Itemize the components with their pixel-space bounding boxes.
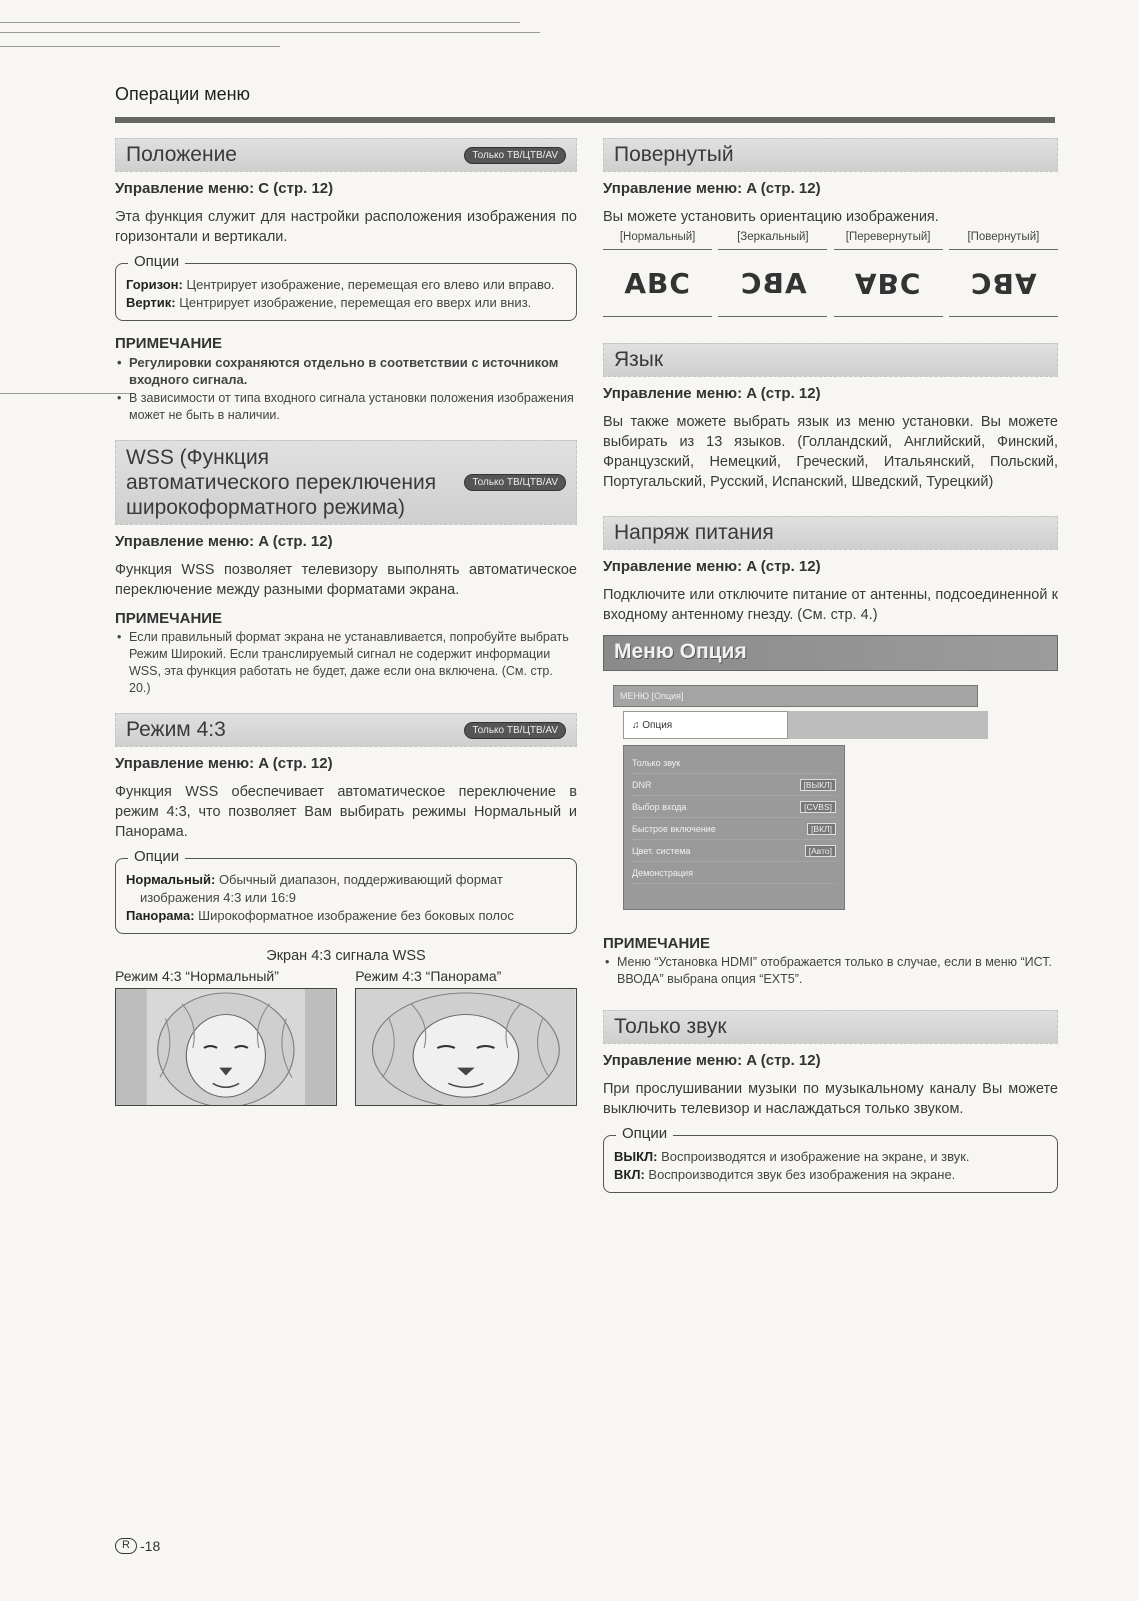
options-box <box>115 848 577 934</box>
orientation-examples <box>603 231 1058 317</box>
options-box <box>115 253 577 321</box>
osd-row: Выбор входа [CVBS] <box>632 796 836 818</box>
section-header-tolko-zvuk <box>603 1010 1058 1044</box>
option-item: Панорама: Широкоформатное изображение без боковых полос <box>126 908 514 923</box>
orientation-label: [Перевернутый] <box>845 231 931 243</box>
section-header-povernutyi <box>603 138 1058 172</box>
section-text: Подключите или отключите питание от антенны, подсоединенной к входному антенному гнезду. (См. стр. 4.) <box>603 587 1058 623</box>
orientation-glyph: ABC <box>624 266 691 300</box>
source-badge: Только ТВ/ЦТВ/AV <box>464 147 566 164</box>
section-header-yazyk <box>603 343 1058 377</box>
option-item: Нормальный: Обычный диапазон, поддерживающий формат изображения 4:3 или 16:9 <box>126 872 503 905</box>
section-header-napryazh <box>603 516 1058 550</box>
orientation-normal <box>603 231 712 317</box>
image-caption: Режим 4:3 “Нормальный” <box>115 968 279 984</box>
orientation-glyph: ABC <box>739 266 807 300</box>
section-header-wss <box>115 440 577 525</box>
orientation-label: [Нормальный] <box>619 231 696 243</box>
osd-selected-bar <box>788 711 988 739</box>
section-title: Язык <box>614 348 664 371</box>
lion-image-normal <box>115 988 337 1106</box>
osd-row: Быстрое включение [ВКЛ] <box>632 818 836 840</box>
menu-control-ref: Управление меню: A (стр. 12) <box>603 558 821 575</box>
osd-menu-screenshot <box>613 685 1058 935</box>
section-title: Напряж питания <box>614 521 774 544</box>
options-label: Опции <box>128 253 185 270</box>
source-badge: Только ТВ/ЦТВ/AV <box>464 722 566 739</box>
menu-control-ref: Управление меню: A (стр. 12) <box>115 533 333 550</box>
menu-control-ref: Управление меню: A (стр. 12) <box>603 385 821 402</box>
section-text: Функция WSS обеспечивает автоматическое переключение в режим 4:3, что позволяет Вам выбирать режимы Нормальный и Панорама. <box>115 784 577 840</box>
options-box <box>603 1125 1058 1193</box>
section-title: Повернутый <box>614 143 734 166</box>
section-title: Режим 4:3 <box>126 718 226 741</box>
options-label: Опции <box>616 1125 673 1142</box>
note-title: ПРИМЕЧАНИЕ <box>115 335 223 352</box>
osd-options-list <box>623 745 845 910</box>
note-item: • Если правильный формат экрана не устанавливается, попробуйте выбрать Режим Широкий. Если транслируемый сигнал не содержит информации WSS, эта функция работать не будет, даже если она включена. (См. стр. 20.) <box>115 629 577 697</box>
note-item: • Регулировки сохраняются отдельно в соответствии с источником входного сигнала. <box>115 354 577 388</box>
menu-control-ref: Управление меню: C (стр. 12) <box>115 180 334 197</box>
section-title: Положение <box>126 143 237 166</box>
section-header-polozhenie <box>115 138 577 172</box>
figure-caption: Экран 4:3 сигнала WSS <box>266 948 426 964</box>
menu-option-banner <box>603 635 1058 671</box>
banner-title: Меню Опция <box>614 640 747 663</box>
section-text: Эта функция служит для настройки расположения изображения по горизонтали и вертикали. <box>115 209 577 245</box>
section-header-mode43 <box>115 713 577 747</box>
orientation-glyph: ABC <box>970 266 1037 300</box>
options-label: Опции <box>128 848 185 865</box>
menu-control-ref: Управление меню: A (стр. 12) <box>603 180 821 197</box>
osd-row: Только звук <box>632 752 836 774</box>
osd-row: DNR [ВЫКЛ] <box>632 774 836 796</box>
osd-header: МЕНЮ [Опция] <box>613 685 978 707</box>
osd-selected-item: ♫ Опция <box>623 711 788 739</box>
note-icon: ♫ <box>632 720 643 731</box>
osd-row: Демонстрация <box>632 862 836 884</box>
lion-image-panorama <box>355 988 577 1106</box>
image-normal <box>115 968 337 1106</box>
menu-control-ref: Управление меню: A (стр. 12) <box>115 755 333 772</box>
scan-line <box>0 22 520 23</box>
page-number: -18 <box>140 1538 161 1554</box>
section-title: WSS (Функция автоматического переключения широкоформатного режима) <box>126 446 437 519</box>
option-item: ВЫКЛ: Воспроизводятся и изображение на экране, и звук. <box>614 1149 970 1164</box>
section-text: При прослушивании музыки по музыкальному каналу Вы можете выключить телевизор и наслаждаться только звуком. <box>603 1081 1058 1117</box>
note-item: • Меню “Установка HDMI” отображается только в случае, если в меню “ИСТ. ВВОДА” выбрана опция “EXT5”. <box>603 954 1058 988</box>
page-title: Операции меню <box>115 84 251 104</box>
orientation-glyph: ABC <box>854 266 922 300</box>
osd-row: Цвет. система [Авто] <box>632 840 836 862</box>
option-item: Горизон: Центрирует изображение, перемещая его влево или вправо. <box>126 277 555 292</box>
mode-images <box>115 968 577 1106</box>
image-caption: Режим 4:3 “Панорама” <box>355 968 502 984</box>
option-item: ВКЛ: Воспроизводится звук без изображения на экране. <box>614 1167 956 1182</box>
orientation-mirror <box>718 231 827 317</box>
scan-line <box>0 46 280 47</box>
header-rule <box>115 117 1055 123</box>
left-column <box>115 138 577 1106</box>
image-panorama <box>355 968 577 1106</box>
orientation-label: [Зеркальный] <box>737 231 809 243</box>
orientation-rotated <box>949 231 1058 317</box>
right-column <box>603 138 1058 1207</box>
orientation-flipped <box>834 231 943 317</box>
note-title: ПРИМЕЧАНИЕ <box>603 935 711 952</box>
source-badge: Только ТВ/ЦТВ/AV <box>464 474 566 491</box>
region-mark: R <box>115 1538 137 1554</box>
scan-line <box>0 32 540 33</box>
section-title: Только звук <box>614 1015 727 1038</box>
option-item: Вертик: Центрирует изображение, перемещая его вверх или вниз. <box>126 295 532 310</box>
page-footer <box>115 1538 160 1554</box>
section-text: Вы также можете выбрать язык из меню установки. Вы можете выбирать из 13 языков. (Голландский, Английский, Финский, Французский, Немецкий, Греческий, Итальянский, Польский, Португальский, Русский, Испанский, Шведский, Турецкий) <box>603 414 1058 490</box>
note-title: ПРИМЕЧАНИЕ <box>115 610 223 627</box>
menu-control-ref: Управление меню: A (стр. 12) <box>603 1052 821 1069</box>
section-text: Функция WSS позволяет телевизору выполнять автоматическое переключение между разными форматами экрана. <box>115 562 577 598</box>
section-text: Вы можете установить ориентацию изображения. <box>603 209 939 225</box>
orientation-label: [Повернутый] <box>967 231 1040 243</box>
note-item: • В зависимости от типа входного сигнала установки положения изображения может не быть в наличии. <box>115 390 577 424</box>
